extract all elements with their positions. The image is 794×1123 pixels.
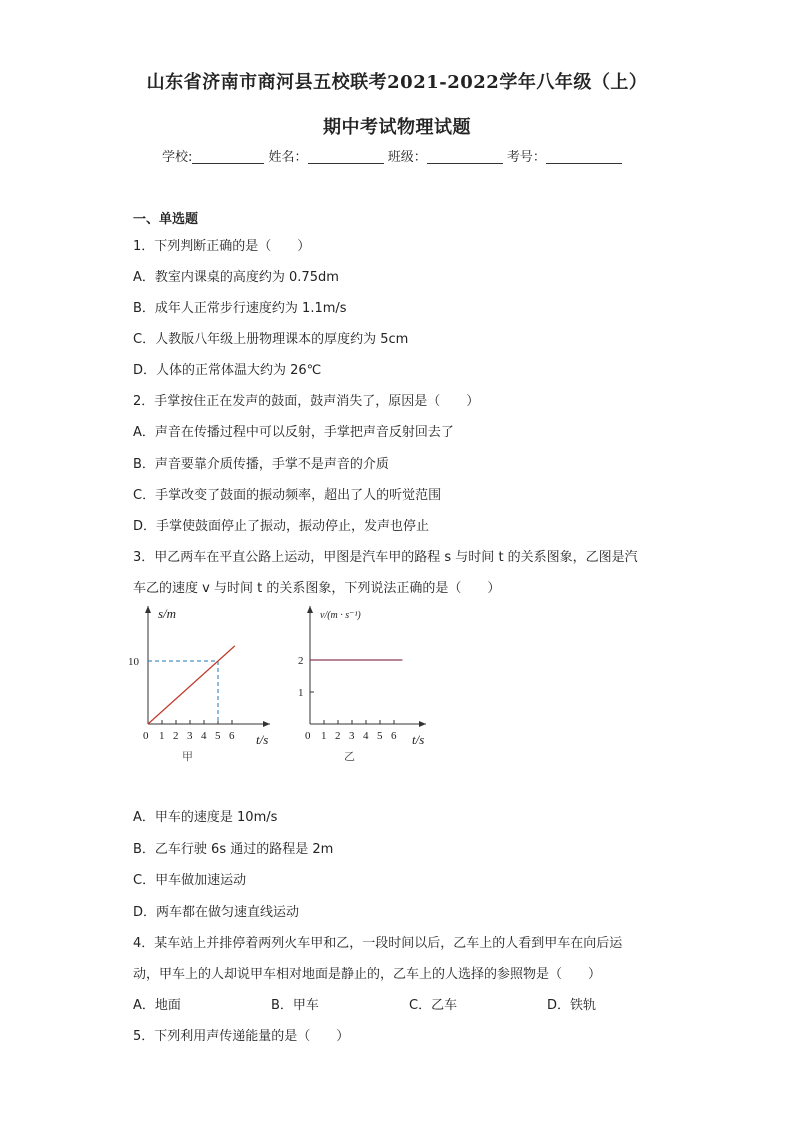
question-1-option-c[interactable]: C．人教版八年级上册物理课本的厚度约为 5cm (133, 332, 409, 347)
x-tick-label: 3 (349, 730, 355, 742)
question-4-option-b[interactable]: B．甲车 (271, 998, 319, 1013)
question-1-stem: 1．下列判断正确的是（ ） (133, 239, 311, 254)
y-axis-arrow (145, 606, 151, 613)
question-1-option-b[interactable]: B．成年人正常步行速度约为 1.1m/s (133, 301, 347, 316)
question-3-stem-line2: 车乙的速度 v 与时间 t 的关系图象，下列说法正确的是（ ） (133, 581, 501, 596)
name-label: 姓名： (268, 150, 308, 165)
chart-caption: 甲 (182, 751, 193, 763)
section-title: 一、单选题 (133, 212, 199, 227)
question-3-option-d[interactable]: D．两车都在做匀速直线运动 (133, 905, 300, 920)
question-2-option-c[interactable]: C．手掌改变了鼓面的振动频率，超出了人的听觉范围 (133, 488, 442, 503)
x-tick-label: 4 (363, 730, 369, 742)
x-tick-label: 1 (159, 730, 165, 742)
x-axis-label: t/s (256, 732, 269, 747)
y-tick-label: 2 (298, 655, 304, 667)
series-line (148, 646, 235, 724)
x-tick-label: 5 (215, 730, 221, 742)
x-tick-label: 6 (391, 730, 397, 742)
question-4-option-c[interactable]: C．乙车 (409, 998, 458, 1013)
question-1-option-a[interactable]: A．教室内课桌的高度约为 0.75dm (133, 270, 339, 285)
school-label: 学校: (162, 150, 193, 165)
question-2-option-a[interactable]: A．声音在传播过程中可以反射，手掌把声音反射回去了 (133, 425, 454, 440)
x-tick-label: 6 (229, 730, 235, 742)
x-tick-label: 0 (143, 730, 149, 742)
exam-number-label: 考号： (506, 150, 546, 165)
y-axis-label: s/m (158, 606, 177, 621)
y-axis-label: v/(m · s⁻¹) (320, 610, 361, 621)
y-axis-arrow (307, 606, 313, 613)
x-tick-label: 1 (321, 730, 327, 742)
chart-caption: 乙 (344, 751, 355, 763)
x-tick-label: 2 (335, 730, 341, 742)
y-tick-label: 10 (128, 656, 139, 668)
question-4-stem-line2: 动，甲车上的人却说甲车相对地面是静止的，乙车上的人选择的参照物是（ ） (133, 967, 602, 982)
chart-jia (120, 600, 280, 770)
x-tick-label: 4 (201, 730, 207, 742)
question-3-option-a[interactable]: A．甲车的速度是 10m/s (133, 810, 278, 825)
question-3-option-b[interactable]: B．乙车行驶 6s 通过的路程是 2m (133, 842, 334, 857)
school-field[interactable] (192, 149, 264, 164)
x-axis-arrow (263, 721, 270, 727)
question-3-stem-line1: 3．甲乙两车在平直公路上运动，甲图是汽车甲的路程 s 与时间 t 的关系图象，乙图是汽 (133, 550, 638, 565)
class-label: 班级： (387, 150, 427, 165)
question-4-stem-line1: 4．某车站上并排停着两列火车甲和乙，一段时间以后，乙车上的人看到甲车在向后运 (133, 936, 623, 951)
question-4-option-d[interactable]: D．铁轨 (547, 998, 597, 1013)
x-tick-label: 2 (173, 730, 179, 742)
x-tick-label: 0 (305, 730, 311, 742)
question-5-stem: 5．下列利用声传递能量的是（ ） (133, 1029, 350, 1044)
exam-title-line1: 山东省济南市商河县五校联考2021-2022学年八年级（上） (146, 72, 648, 93)
x-axis-label: t/s (412, 732, 425, 747)
x-axis-arrow (419, 721, 426, 727)
x-tick-label: 5 (377, 730, 383, 742)
question-1-option-d[interactable]: D．人体的正常体温大约为 26℃ (133, 363, 322, 378)
question-4-option-a[interactable]: A．地面 (133, 998, 181, 1013)
class-field[interactable] (427, 149, 503, 164)
name-field[interactable] (308, 149, 384, 164)
student-info-row (162, 146, 622, 165)
exam-title-line2: 期中考试物理试题 (323, 117, 471, 138)
y-tick-label: 1 (298, 687, 304, 699)
question-2-option-d[interactable]: D．手掌使鼓面停止了振动，振动停止，发声也停止 (133, 519, 430, 534)
question-3-option-c[interactable]: C．甲车做加速运动 (133, 873, 247, 888)
question-2-stem: 2．手掌按住正在发声的鼓面，鼓声消失了，原因是（ ） (133, 394, 480, 409)
question-2-option-b[interactable]: B．声音要靠介质传播，手掌不是声音的介质 (133, 457, 389, 472)
x-tick-label: 3 (187, 730, 193, 742)
exam-number-field[interactable] (546, 149, 622, 164)
chart-yi (288, 600, 438, 770)
